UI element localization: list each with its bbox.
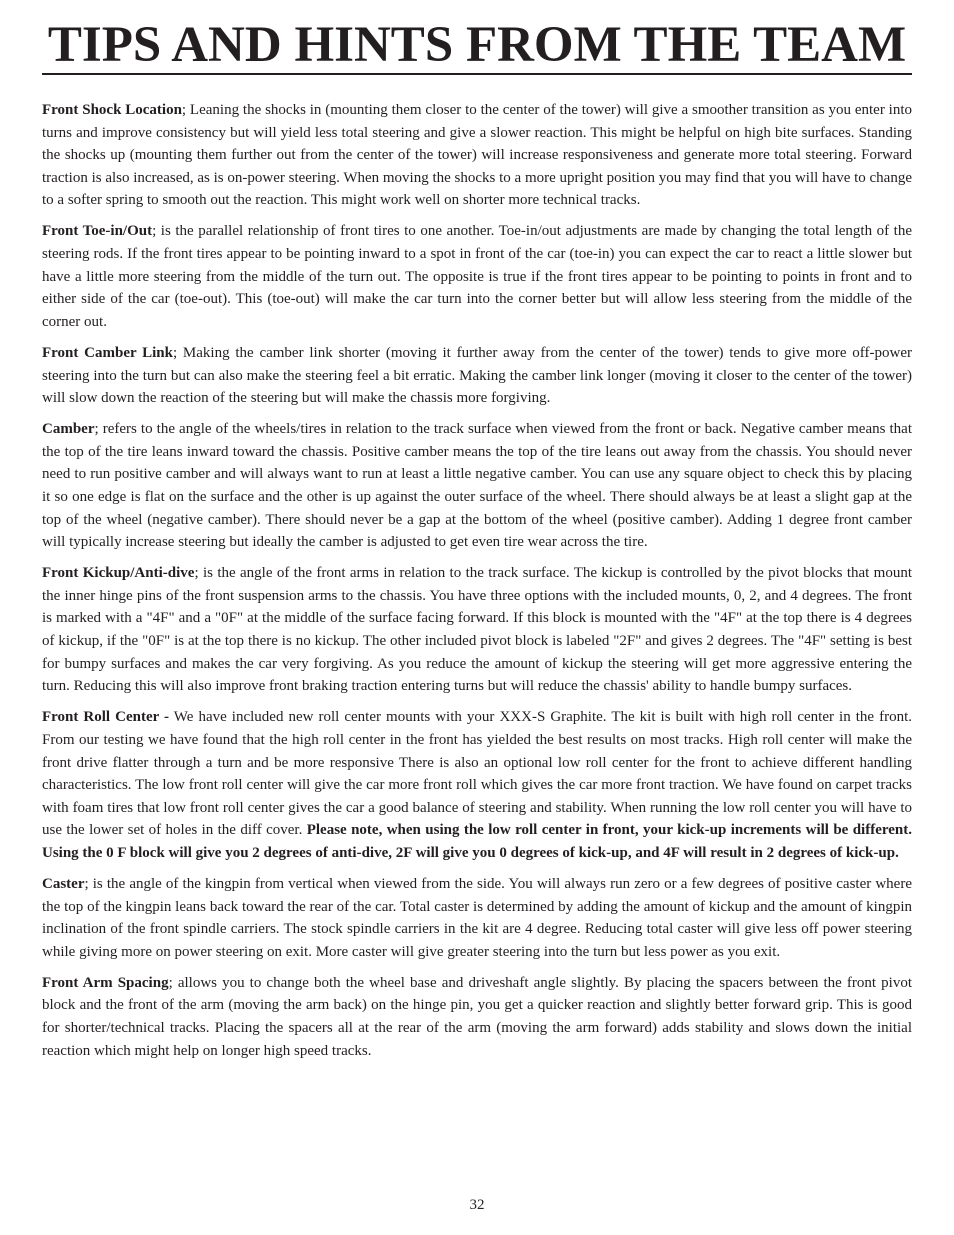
section-term: Caster [42,876,85,892]
document-page [42,0,912,1235]
section-front-toe-in-out [42,220,912,333]
section-text: ; Making the camber link shorter (moving it further away from the center of the tower) tends to give more off-power steering into the turn but can also make the steering feel a bit erratic. Making the camber link longer (moving it closer to the center of the tower) will slow down the reaction of the steering but will make the chassis more forgiving. [42,344,912,407]
section-term: Front Toe-in/Out [42,223,153,240]
section-text: ; Leaning the shocks in (mounting them closer to the center of the tower) will give a smoother transition as you enter into turns and improve consistency but will yield less total steering and give a slower reaction. This might be helpful on high bite surfaces. Standing the shocks up (mounting them further out from the center of the tower) will increase responsiveness and generate more total steering. Forward traction is also increased, as is on-power steering. When moving the shocks to a more upright position you may find that you will have to change to a softer spring to smooth out the reaction. This might work well on shorter more technical tracks. [42,102,912,209]
section-front-roll-center [42,706,912,864]
section-front-shock-location [42,99,912,212]
section-front-camber-link [42,342,912,410]
section-caster [42,873,912,963]
section-front-kickup-anti-dive [42,562,912,698]
section-term: Front Camber Link [42,344,173,361]
title-divider [42,73,912,75]
section-text: ; is the angle of the front arms in relation to the track surface. The kickup is controlled by the pivot blocks that mount the inner hinge pins of the front suspension arms to the chassis. You have three options with the included mounts, 0, 2, and 4 degrees. The front is marked with a "4F" and a "0F" at the middle of the surface facing forward. If this block is mounted with the "4F" at the top there is 4 degrees of kickup, if the "0F" is at the top there is no kickup. The other included pivot block is labeled "2F" and gives 2 degrees. The "4F" setting is best for bumpy surfaces and makes the car very forgiving. As you reduce the amount of kickup the steering will get more aggressive entering the turn. Reducing this will also improve front braking traction entering turns but will reduce the chassis' ability to handle bumpy surfaces. [42,565,912,695]
section-text: ; is the parallel relationship of front tires to one another. Toe-in/out adjustments are made by changing the total length of the steering rods. If the front tires appear to be pointing inward to a spot in front of the car (toe-in) you can expect the car to react a little slower but have a little more steering from the middle of the turn out. The opposite is true if the front tires appear to be pointing to points in front and to either side of the car (toe-out). This (toe-out) will make the car turn into the corner better but will allow less steering from the middle of the corner out. [42,223,912,330]
section-text: ; allows you to change both the wheel base and driveshaft angle slightly. By placing the spacers between the front pivot block and the front of the arm (moving the arm back) on the hinge pin, you get a quicker reaction and slightly better forward grip. This is good for shorter/technical tracks. Placing the spacers all at the rear of the arm (moving the arm forward) adds stability and slows down the initial reaction which might help on longer high speed tracks. [42,974,913,1059]
section-term: Camber [42,421,95,438]
section-camber [42,418,912,554]
section-term: Front Kickup/Anti-dive [42,565,195,582]
section-term: Front Shock Location [42,102,182,118]
section-term: Front Arm Spacing [42,974,169,991]
section-front-arm-spacing [42,972,912,1062]
page-number: 32 [469,1197,485,1213]
section-text: ; refers to the angle of the wheels/tires in relation to the track surface when viewed from the front or back. Negative camber means that the top of the tire leans inward toward the chassis. Positive camber means the top of the tire leans out away from the chassis. You should never need to run positive camber and will always want to run at least a little negative camber. You can use any square object to check this by placing it so one edge is flat on the surface and the other is up against the outer surface of the wheel. There should always be at least a slight gap at the top of the wheel (negative camber). There should never be a gap at the bottom of the wheel (positive camber). Adding 1 degree front camber will typically increase steering but ideally the camber is adjusted to get even tire wear across the tire. [42,421,912,551]
section-text: ; is the angle of the kingpin from vertical when viewed from the side. You will always run zero or a few degrees of positive caster where the top of the kingpin leans back toward the rear of the car. Total caster is determined by adding the amount of kickup and the amount of kingpin inclination of the front spindle carriers. The stock spindle carriers in the kit are 4 degree. Reducing total caster will give less off power steering while giving more on power steering on exit. More caster will give greater steering into the turn but less power as you exit. [42,876,912,960]
page-title: TIPS AND HINTS FROM THE TEAM [47,17,907,73]
section-bold-note: Please note, when using the low roll center in front, your kick-up increments will be different. Using the 0 F block will give you 2 degrees of anti-dive, 2F will give you 0 degrees of kick-up, and 4F will result in 2 degrees of kick-up. [42,822,912,861]
section-term: Front Roll Center - [42,709,170,726]
section-text: We have included new roll center mounts with your XXX-S Graphite. The kit is built with high roll center in the front. From our testing we have found that the high roll center in the front has yielded the best results on most tracks. High roll center will make the front drive flatter through a turn and be more responsive There is also an optional low roll center for the front to achieve different handling characteristics. The low front roll center will give the car more front roll which gives the car more front traction. We have found on carpet tracks with foam tires that low front roll center gives the car a good balance of steering and stability. When running the low roll center you will have to use the lower set of holes in the diff cover. [42,709,913,839]
body-text [42,99,912,1062]
